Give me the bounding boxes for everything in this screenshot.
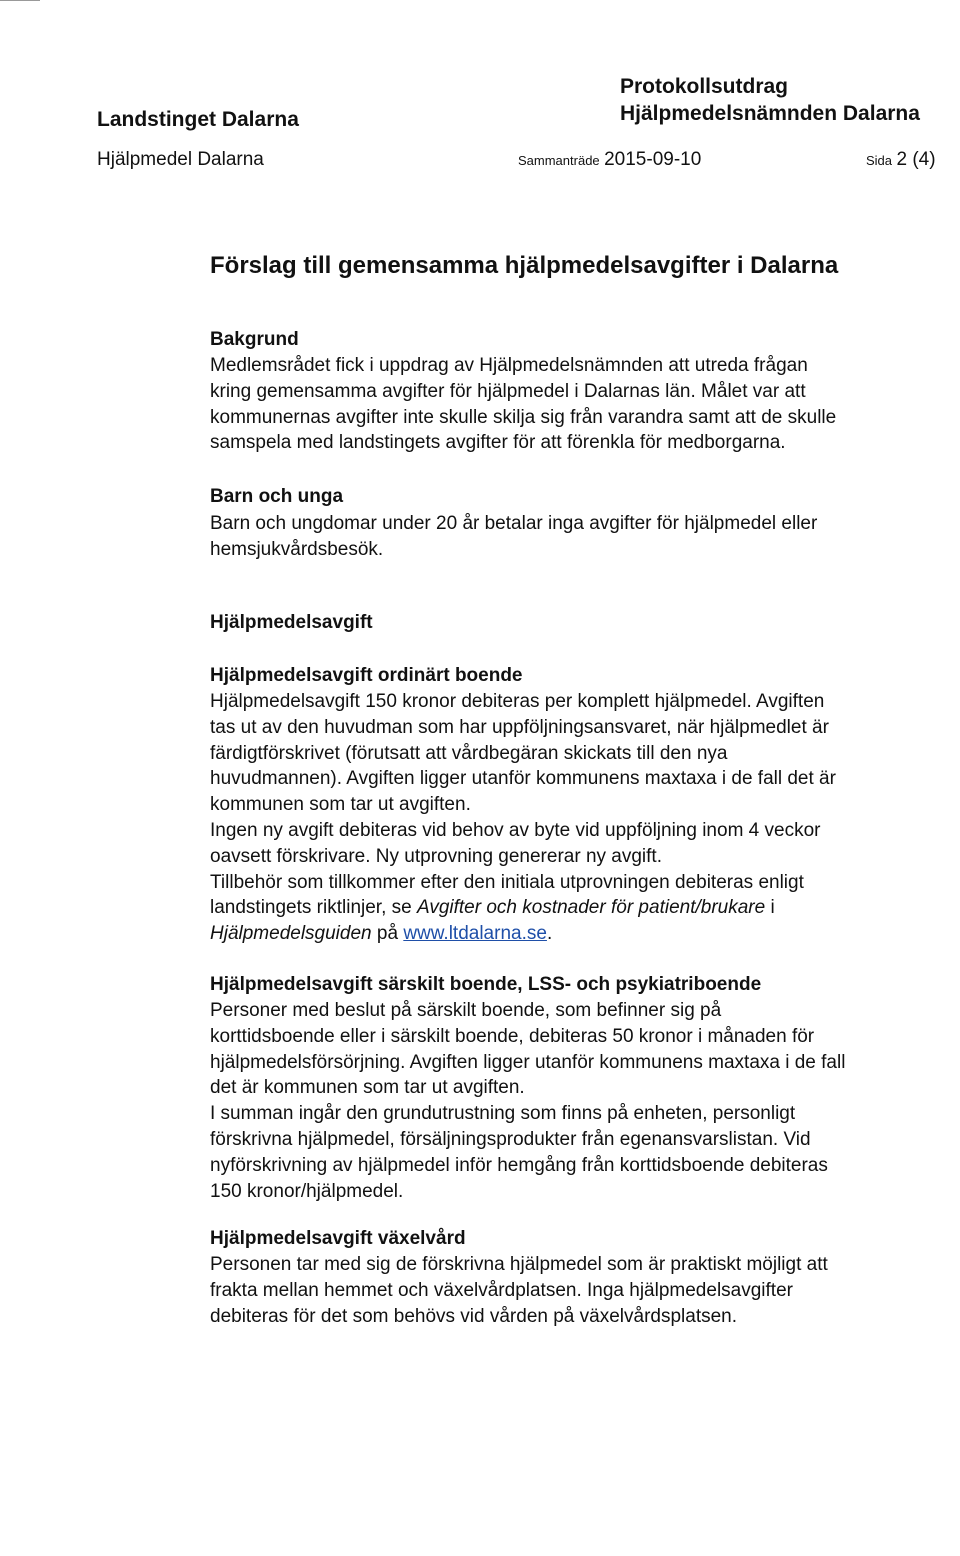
section-heading-bakgrund: Bakgrund (210, 329, 299, 350)
text-line: tas ut av den huvudman som har uppföljningsansvaret, när hjälpmedlet är (210, 716, 829, 738)
text-line: hjälpmedelsförsörjning. Avgiften ligger utanför kommunens maxtaxa i de fall (210, 1051, 846, 1073)
organization-name: Landstinget Dalarna (97, 108, 299, 131)
italic-reference: Hjälpmedelsguiden (210, 923, 372, 945)
text-line: Personer med beslut på särskilt boende, som befinner sig på (210, 1000, 722, 1021)
text-line: Barn och ungdomar under 20 år betalar inga avgifter för hjälpmedel eller (210, 513, 818, 534)
text-line: det är kommunen som tar ut avgiften. (210, 1077, 525, 1099)
text-line: förskrivna hjälpmedel, försäljningsprodukter från egenansvarslistan. Vid (210, 1128, 811, 1150)
paragraph-barn (210, 511, 817, 563)
text-line: frakta mellan hemmet och växelvårdplatsen. Inga hjälpmedelsavgifter (210, 1279, 793, 1301)
text-line (210, 921, 836, 947)
subsection-heading-vaxelvard: Hjälpmedelsavgift växelvård (210, 1228, 466, 1249)
text-fragment: på (371, 923, 404, 945)
department-name: Hjälpmedel Dalarna (97, 149, 264, 170)
scan-edge-mark (0, 0, 40, 1)
page-label: Sida (866, 153, 893, 168)
text-line: färdigtförskrivet (förutsatt att vårdbegäran skickats till den nya (210, 742, 728, 764)
text-line: debiteras för det som behövs vid vården på växelvårdsplatsen. (210, 1305, 738, 1327)
paragraph-vaxelvard (210, 1252, 828, 1329)
text-line: nyförskrivning av hjälpmedel inför hemgång från korttidsboende debiteras (210, 1154, 828, 1176)
meeting-date: 2015-09-10 (604, 149, 702, 170)
text-line: Personen tar med sig de förskrivna hjälpmedel som är praktiskt möjligt att (210, 1254, 828, 1275)
text-line: hemsjukvårdsbesök. (210, 538, 384, 560)
text-line: Ingen ny avgift debiteras vid behov av byte vid uppföljning inom 4 veckor (210, 819, 821, 841)
paragraph-bakgrund (210, 353, 836, 456)
text-line: Tillbehör som tillkommer efter den initiala utprovningen debiteras enligt (210, 871, 804, 893)
section-heading-barn: Barn och unga (210, 486, 344, 507)
text-line: 150 kronor/hjälpmedel. (210, 1180, 404, 1202)
text-line: kring gemensamma avgifter för hjälpmedel i Dalarnas län. Målet var att (210, 380, 806, 402)
text-line: kommunen som tar ut avgiften. (210, 794, 471, 816)
text-fragment: . (546, 923, 553, 945)
paragraph-sarskilt (210, 998, 845, 1204)
italic-reference: Avgifter och kostnader för patient/brukare (417, 897, 766, 919)
website-link[interactable]: www.ltdalarna.se (403, 923, 547, 945)
document-type: Protokollsutdrag (620, 75, 789, 98)
subsection-heading-sarskilt: Hjälpmedelsavgift särskilt boende, LSS- och psykiatriboende (210, 974, 762, 995)
section-heading-avgift: Hjälpmedelsavgift (210, 612, 373, 633)
subsection-heading-ordinart: Hjälpmedelsavgift ordinärt boende (210, 665, 523, 686)
paragraph-ordinart (210, 689, 836, 947)
text-line: samspela med landstingets avgifter för att förenkla för medborgarna. (210, 432, 786, 454)
document-title: Förslag till gemensamma hjälpmedelsavgifter i Dalarna (210, 252, 839, 279)
text-line: huvudmannen). Avgiften ligger utanför kommunens maxtaxa i de fall det är (210, 768, 836, 790)
text-line: I summan ingår den grundutrustning som finns på enheten, personligt (210, 1103, 796, 1125)
page-number (866, 149, 936, 171)
committee-name: Hjälpmedelsnämnden Dalarna (620, 102, 920, 125)
text-line: Medlemsrådet fick i uppdrag av Hjälpmedelsnämnden att utreda frågan (210, 355, 808, 376)
meeting-info (518, 149, 701, 171)
text-line (210, 895, 836, 921)
text-line: korttidsboende eller i särskilt boende, debiteras 50 kronor i månaden för (210, 1025, 815, 1047)
meeting-label: Sammanträde (518, 153, 600, 168)
text-line: kommunernas avgifter inte skulle skilja sig från varandra samt att de skulle (210, 406, 837, 428)
page-value: 2 (4) (896, 149, 936, 170)
text-line: Hjälpmedelsavgift 150 kronor debiteras per komplett hjälpmedel. Avgiften (210, 691, 825, 712)
text-fragment: i (765, 897, 775, 919)
text-fragment: landstingets riktlinjer, se (210, 897, 417, 919)
text-line: oavsett förskrivare. Ny utprovning genererar ny avgift. (210, 845, 662, 867)
